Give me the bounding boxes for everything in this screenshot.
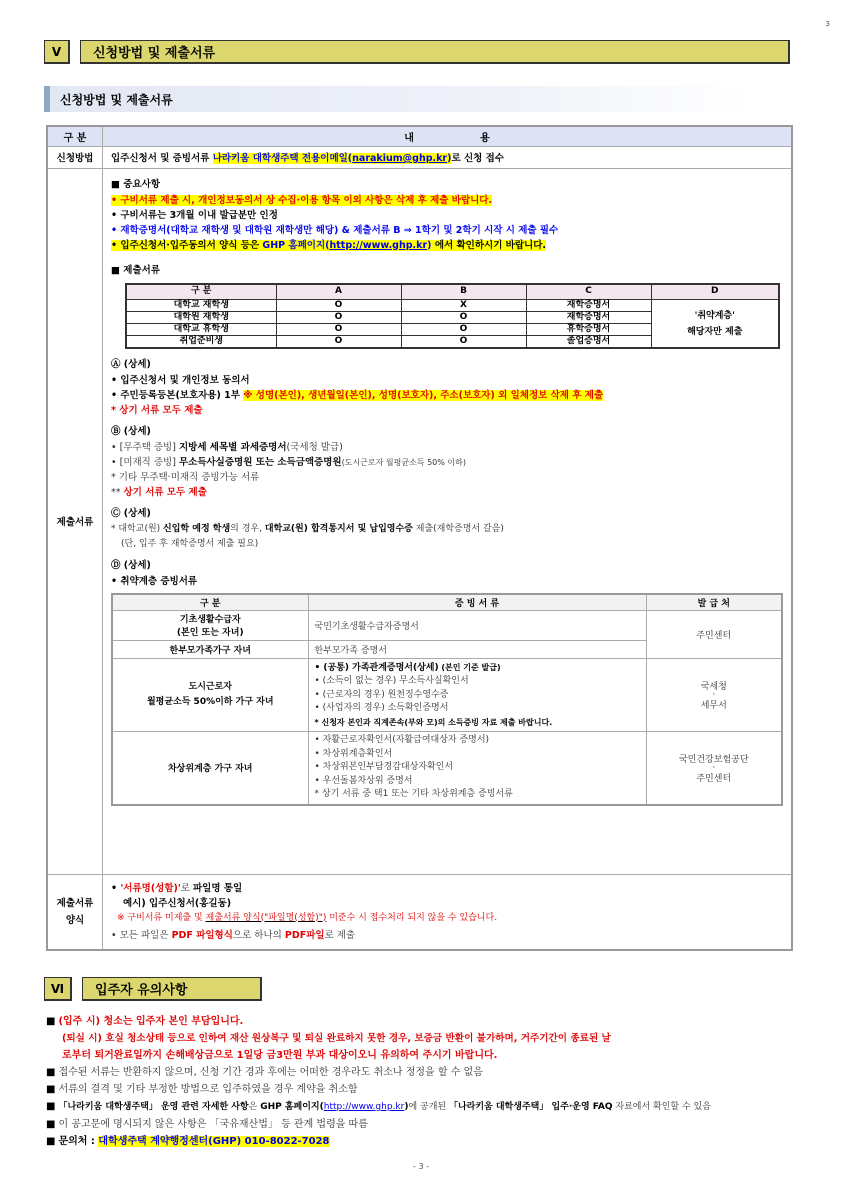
header-category: 구 분	[47, 126, 103, 146]
detail-b-item-4: ** 상기 서류 모두 제출	[111, 487, 207, 498]
section-5-number: V	[44, 40, 70, 64]
note-faq: ■ 「나라키움 대학생주택」 운영 관련 자세한 사항은 GHP 홈페이지(http://www.ghp.kr)에 공개된 「나라키움 대학생주택」 입주·운영 FAQ 자료에서 확인할 수 있음	[46, 1101, 711, 1112]
detail-b-item-2: • [미재직 증빙] 무소득사실증명원 또는 소득금액증명원(도시근로자 월평균소득 50% 이하)	[111, 457, 466, 468]
important-item-3: • 재학증명서(대학교 재학생 및 대학원 재학생만 해당) & 제출서류 B ⇒ 1학기 및 2학기 시작 시 제출 필수	[111, 224, 559, 236]
format-label: 제출서류 양식	[47, 874, 103, 950]
important-item-4: • 입주신청서·입주동의서 양식 등은 GHP 홈페이지(http://www.ghp.kr) 에서 확인하시기 바랍니다.	[111, 239, 546, 251]
table-row: 대학교 휴학생 O O 휴학증명서	[126, 324, 779, 336]
row-format	[47, 874, 792, 950]
detail-a-title: Ⓐ (상세)	[111, 359, 151, 370]
detail-d-title: Ⓓ (상세)	[111, 560, 151, 571]
note-cleaning: ■ (입주 시) 청소는 입주자 본인 부담입니다.	[46, 1016, 244, 1027]
note-no-return: ■ 접수된 서류는 반환하지 않으며, 신청 기간 경과 후에는 어떠한 경우라도 취소나 정정을 할 수 없음	[46, 1067, 483, 1078]
vulnerable-class-table: 구 분 증 빙 서 류 발 급 처 기초생활수급자 (본인 또는 자녀) 국민기초생활수급자증명서 주민센터 한부모가족가구 자녀 한부모가족 증명서 도시근로자 월평균소득 50%이하 가구 자녀 • (공통) 가족관계증명서(상세) (본인 기준 발급) • (소득이 없는 경우) 무소득사실확인서 • (근로자의 경우) 원천징수영수증 • (사업자의 경우) 소득확인증명서 * 신청자 본인과 직계존속(부와 모)의 소득증빙 자료 제출 바랍니다. 국세청 · 세무서 차상위계층 가구 자녀 • 자활근로자확인서(자활급여대상자 증명서) • 차상위계층확인서 • 차상위본인부담경감대상자확인서 • 우선돌봄차상위 증명서 * 상기 서류 중 택1 또는 기타 차상위계층 증빙서류 국민건강보험공단 · 주민센터	[111, 593, 783, 806]
detail-b-item-1: • [무주택 증빙] 지방세 세목별 과세증명서(국세청 발급)	[111, 442, 343, 453]
doc-table-title: ■ 제출서류	[111, 264, 160, 276]
email-link[interactable]: narakium@ghp.kr	[352, 153, 448, 164]
note-law: ■ 이 공고문에 명시되지 않은 사항은 「국유재산법」 등 관계 법령을 따름	[46, 1119, 368, 1130]
detail-a-item-2: • 주민등록등본(보호자용) 1부 ※ 성명(본인), 생년월일(본인), 성명(보호자), 주소(보호자) 외 일체정보 삭제 후 제출	[111, 390, 604, 401]
contact-phone: 대학생주택 계약행정센터(GHP) 010-8022-7028	[98, 1136, 330, 1147]
table-row: 한부모가족가구 자녀 한부모가족 증명서	[112, 640, 782, 658]
section-6-title: 입주자 유의사항	[82, 977, 262, 1001]
page-number-top: 3	[825, 20, 830, 28]
detail-b-title: Ⓑ (상세)	[111, 426, 151, 437]
detail-c-line-1: * 대학교(원) 신입학 예정 학생의 경우, 대학교(원) 합격통지서 및 납입영수증 제출(재학증명서 갈음)	[111, 524, 504, 534]
detail-a-item-3: * 상기 서류 모두 제출	[111, 405, 203, 416]
section-6-number: Ⅵ	[44, 977, 72, 1001]
apply-method-content: 입주신청서 및 증빙서류 나라키움 대학생주택 전용이메일(narakium@ghp.kr)로 신청 접수	[103, 146, 793, 168]
table-row: 대학교 재학생 O X 재학증명서 '취약계층' 해당자만 제출	[126, 300, 779, 312]
header-content: 내 용	[103, 126, 793, 146]
ghp-faq-link[interactable]: http://www.ghp.kr	[323, 1102, 405, 1112]
table-row: 기초생활수급자 (본인 또는 자녀) 국민기초생활수급자증명서 주민센터	[112, 610, 782, 640]
note-contact: ■ 문의처 : 대학생주택 계약행정센터(GHP) 010-8022-7028	[46, 1136, 330, 1147]
required-docs-table: 구 분 A B C D 대학교 재학생 O X 재학증명서 '취약계층' 해당자만 제출 대학원 재학생 O O 재학증명서 대학교 휴학생 O O 휴학증명서 취업준비생 O O 졸업증명서	[125, 283, 780, 350]
table-header-row	[47, 126, 792, 146]
format-content: • '서류명(성함)'로 파일명 통일 예시) 입주신청서(홍길동) ※ 구비서류 미제출 및 제출서류 양식("파일명(성함)") 미준수 시 접수처리 되지 않을 수 있습니다. • 모든 파일은 PDF 파일형식으로 하나의 PDF파일로 제출	[103, 874, 793, 950]
documents-label: 제출서류	[47, 168, 103, 874]
ghp-link[interactable]: http://www.ghp.kr	[329, 239, 428, 251]
detail-b-item-3: * 기타 무주택·미재직 증빙가능 서류	[111, 472, 260, 483]
section-5-title: 신청방법 및 제출서류	[80, 40, 790, 64]
note-cancel: ■ 서류의 결격 및 기타 부정한 방법으로 입주하였을 경우 계약을 취소함	[46, 1084, 358, 1095]
row-documents	[47, 168, 792, 874]
detail-c-line-2: (단, 입주 후 재학증명서 제출 필요)	[121, 539, 259, 549]
documents-content	[103, 168, 793, 874]
detail-d-item-1: • 취약계층 증빙서류	[111, 576, 198, 587]
d-column-note: '취약계층' 해당자만 제출	[651, 300, 779, 349]
footer-page-number: - 3 -	[413, 1162, 429, 1171]
row-apply-method	[47, 146, 792, 168]
application-table	[46, 125, 793, 951]
table-row: 대학원 재학생 O O 재학증명서	[126, 312, 779, 324]
important-item-2: • 구비서류는 3개월 이내 발급분만 인정	[111, 209, 278, 221]
section-6-header	[44, 977, 262, 1001]
section-5-header	[44, 40, 790, 64]
apply-method-label: 신청방법	[47, 146, 103, 168]
detail-c-title: Ⓒ (상세)	[111, 508, 151, 519]
important-title: ■ 중요사항	[111, 178, 160, 190]
subheading: 신청방법 및 제출서류	[44, 86, 754, 112]
detail-a-item-1: • 입주신청서 및 개인정보 동의서	[111, 375, 250, 386]
email-highlight: 나라키움 대학생주택 전용이메일(narakium@ghp.kr)	[212, 153, 452, 164]
table-row: 도시근로자 월평균소득 50%이하 가구 자녀 • (공통) 가족관계증명서(상세) (본인 기준 발급) • (소득이 없는 경우) 무소득사실확인서 • (근로자의 경우) 원천징수영수증 • (사업자의 경우) 소득확인증명서 * 신청자 본인과 직계존속(부와 모)의 소득증빙 자료 제출 바랍니다. 국세청 · 세무서	[112, 658, 782, 732]
table-row: 차상위계층 가구 자녀 • 자활근로자확인서(자활급여대상자 증명서) • 차상위계층확인서 • 차상위본인부담경감대상자확인서 • 우선돌봄차상위 증명서 * 상기 서류 중 택1 또는 기타 차상위계층 증빙서류 국민건강보험공단 · 주민센터	[112, 732, 782, 805]
table-row: 취업준비생 O O 졸업증명서	[126, 336, 779, 349]
important-item-1: • 구비서류 제출 시, 개인정보동의서 상 수집·이용 항목 이외 사항은 삭제 후 제출 바랍니다.	[111, 194, 493, 206]
resident-notes: ■ (입주 시) 청소는 입주자 본인 부담입니다. (퇴실 시) 호실 청소상태 등으로 인하여 재산 원상복구 및 퇴실 완료하지 못한 경우, 보증금 반환이 불가하며, 거주기간이 종료된 날 로부터 퇴거완료일까지 손해배상금으로 1일당 금3만원 부과 대상이오니 유의하여 주시기 바랍니다. ■ 접수된 서류는 반환하지 않으며, 신청 기간 경과 후에는 어떠한 경우라도 취소나 정정을 할 수 없음 ■ 서류의 결격 및 기타 부정한 방법으로 입주하였을 경우 계약을 취소함 ■ 「나라키움 대학생주택」 운영 관련 자세한 사항은 GHP 홈페이지(http://www.ghp.kr)에 공개된 「나라키움 대학생주택」 입주·운영 FAQ 자료에서 확인할 수 있음 ■ 이 공고문에 명시되지 않은 사항은 「국유재산법」 등 관계 법령을 따름 ■ 문의처 : 대학생주택 계약행정센터(GHP) 010-8022-7028	[46, 1013, 806, 1150]
